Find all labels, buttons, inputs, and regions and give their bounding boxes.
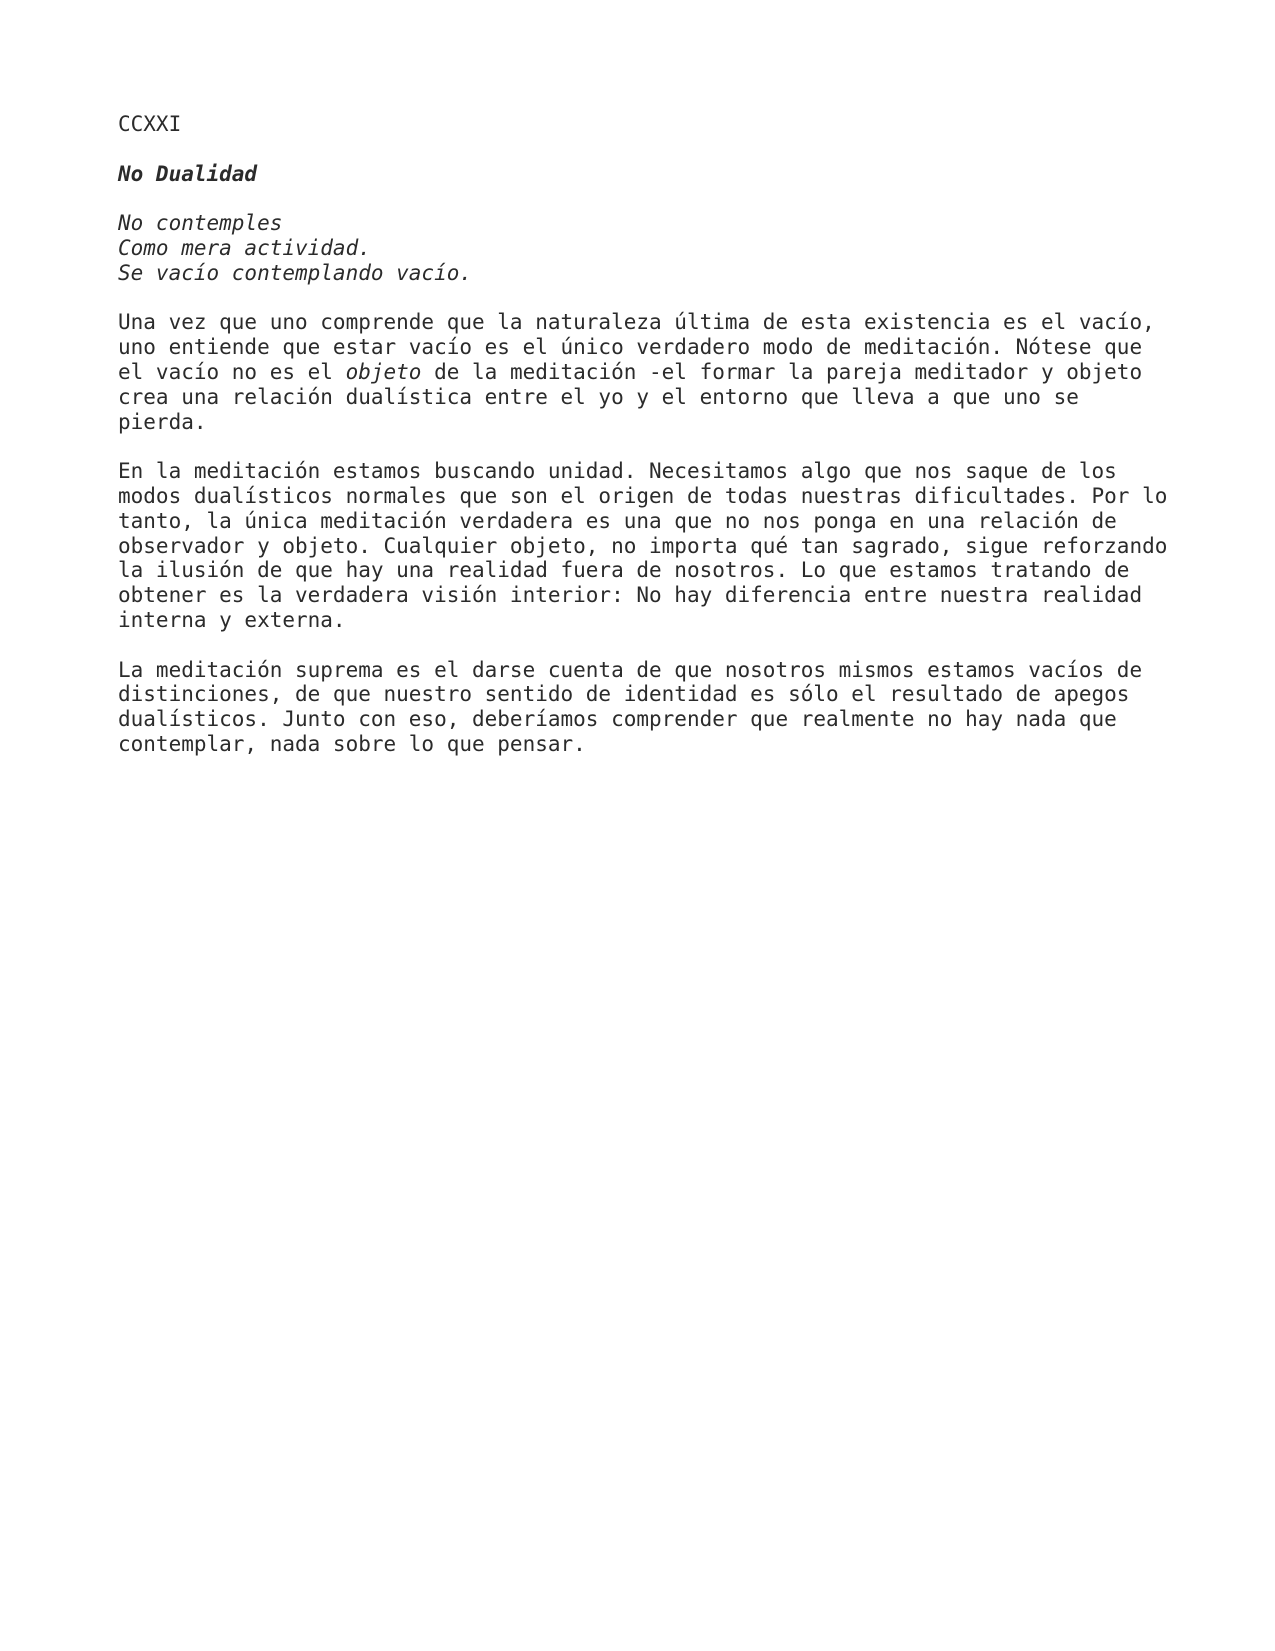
paragraph-1-text-after: de la meditación -el formar la pareja meditador y objeto crea una relación dualística entre el yo y el entorno que lleva a que uno se pierda. [118, 359, 1143, 434]
paragraph-2: En la meditación estamos buscando unidad. Necesitamos algo que nos saque de los modos dualísticos normales que son el origen de todas nuestras dificultades. Por lo tanto, la única meditación verdadera es una que no nos ponga en una relación de observador y objeto. Cualquier objeto, no importa qué tan sagrado, sigue reforzando la ilusión de que hay una realidad fuera de nosotros. Lo que estamos tratando de obtener es la verdadera visión interior: No hay diferencia entre nuestra realidad interna y externa. [118, 459, 1168, 632]
paragraph-3: La meditación suprema es el darse cuenta de que nosotros mismos estamos vacíos de distinciones, de que nuestro sentido de identidad es sólo el resultado de apegos dualísticos. Junto con eso, deberíamos comprender que realmente no hay nada que contemplar, nada sobre lo que pensar. [118, 657, 1143, 756]
paragraph-1-text-before: Una vez que uno comprende que la naturaleza última de esta existencia es el vacío, uno entiende que estar vacío es el único verdadero modo de meditación. Nótese que el vacío no es el [118, 310, 1155, 384]
poem [118, 211, 1178, 285]
chapter-numeral: CCXXI [118, 112, 182, 136]
document-page [118, 112, 1178, 782]
poem-line: No contemples [118, 211, 283, 236]
poem-line: Se vacío contemplando vacío. [118, 260, 473, 285]
paragraph-1-emphasis: objeto [345, 359, 422, 384]
paragraph-1 [118, 310, 1178, 434]
chapter-title: No Dualidad [118, 161, 258, 186]
poem-line: Como mera actividad. [118, 235, 371, 260]
